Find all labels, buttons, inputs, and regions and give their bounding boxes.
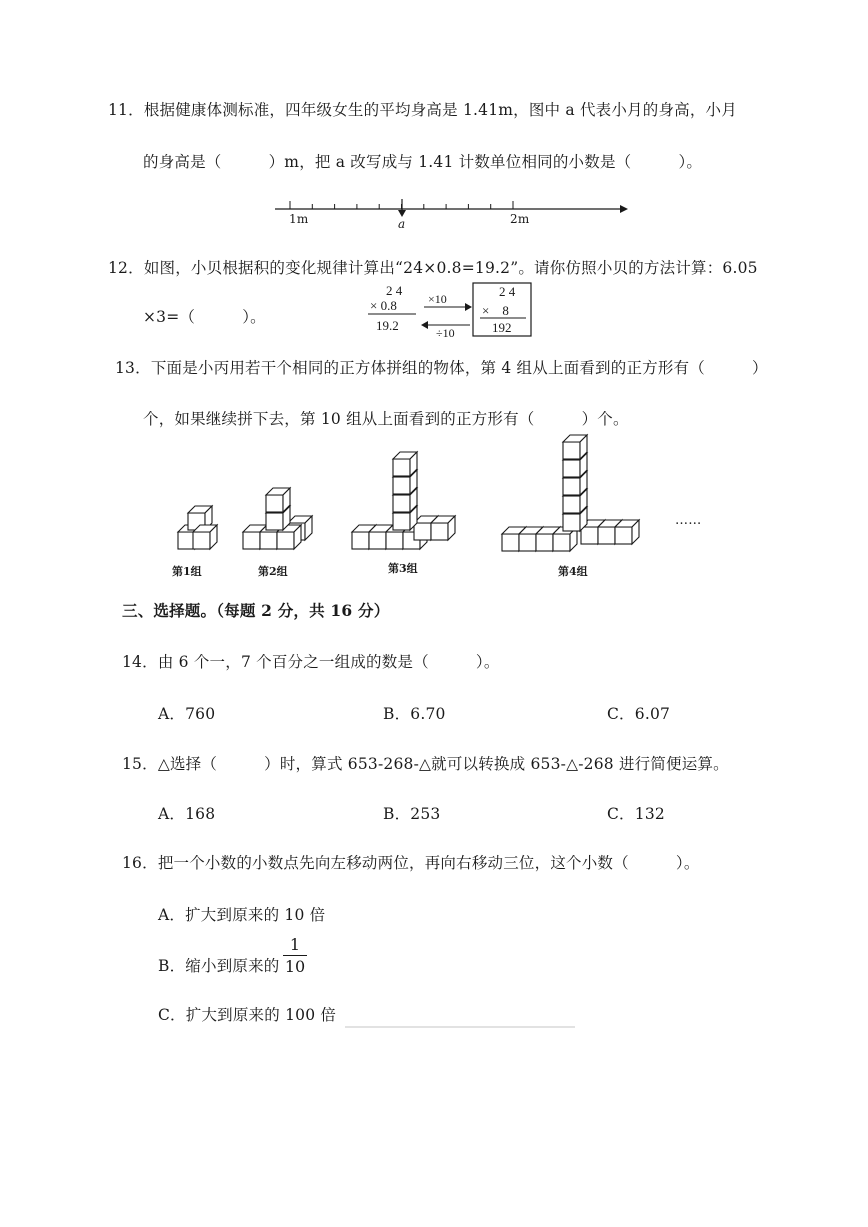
ruler-label-1m: 1m (289, 212, 309, 226)
q16-option-a: A．扩大到原来的 10 倍 (158, 906, 326, 924)
cube (193, 525, 217, 549)
q16-option-b: B．缩小到原来的 (158, 957, 280, 975)
q15-option-b: B．253 (383, 805, 441, 823)
ruler-label-2m: 2m (510, 212, 530, 226)
arrow-left-icon (421, 321, 428, 329)
q14-stem: 14．由 6 个一，7 个百分之一组成的数是（ ）。 (122, 653, 500, 671)
cube-figures (178, 435, 639, 551)
cube (431, 516, 455, 540)
ellipsis: …… (675, 513, 702, 528)
q14-option-c: C．6.07 (607, 705, 671, 723)
calc-arrow-right-label: ×10 (428, 292, 447, 306)
q15-stem: 15．△选择（ ）时，算式 653-268-△就可以转换成 653-△-268 进行简便运算。 (122, 755, 729, 773)
a-arrow-icon (398, 210, 406, 217)
fraction-numerator: 1 (289, 935, 301, 954)
arrow-right-icon (465, 303, 472, 311)
q14-option-a: A．760 (158, 705, 216, 723)
fraction-bar (283, 955, 307, 956)
q13-line2: 个，如果继续拼下去，第 10 组从上面看到的正方形有（ ）个。 (143, 410, 629, 428)
cube (615, 520, 639, 544)
q16-fraction (283, 935, 307, 976)
section-3-title: 三、选择题。（每题 2 分，共 16 分） (122, 601, 390, 620)
cube (266, 488, 290, 512)
calc-arrow-left-label: ÷10 (436, 326, 455, 340)
q15-option-a: A．168 (158, 805, 216, 823)
cube (393, 452, 417, 476)
q11-line2: 的身高是（ ）m，把 a 改写成与 1.41 计数单位相同的小数是（ ）。 (143, 153, 703, 171)
group-label-4: 第4组 (558, 565, 588, 578)
q16-stem: 16．把一个小数的小数点先向左移动两位，再向右移动三位，这个小数（ ）。 (122, 854, 700, 872)
calc-right-result: 192 (492, 320, 512, 335)
cube (563, 435, 587, 459)
calc-left-mult: × 0.8 (370, 298, 397, 313)
q12-line1: 12．如图，小贝根据积的变化规律计算出“24×0.8=19.2”。请你仿照小贝的方法计算：6.05 (108, 259, 758, 277)
q13-line1: 13．下面是小丙用若干个相同的正方体拼组的物体，第 4 组从上面看到的正方形有（ ） (115, 359, 768, 377)
arrow-right-icon (620, 205, 628, 213)
fraction-denominator: 10 (284, 957, 306, 976)
calc-right-top: 2 4 (499, 284, 516, 299)
group-label-3: 第3组 (388, 562, 418, 575)
q12-line2: ×3=（ ）。 (143, 308, 266, 326)
calc-left-top: 2 4 (386, 283, 403, 298)
q16-option-c: C．扩大到原来的 100 倍 (158, 1006, 337, 1024)
q14-option-b: B．6.70 (383, 705, 446, 723)
calc-right-mult: × 8 (482, 303, 509, 318)
group-label-2: 第2组 (258, 565, 288, 578)
q11-line1: 11．根据健康体测标准，四年级女生的平均身高是 1.41m，图中 a 代表小月的身高，小月 (108, 101, 737, 119)
group-label-1: 第1组 (172, 565, 202, 578)
number-line (275, 199, 628, 217)
calc-left-result: 19.2 (376, 318, 399, 333)
ruler-label-a: a (398, 217, 406, 231)
q15-option-c: C．132 (607, 805, 665, 823)
